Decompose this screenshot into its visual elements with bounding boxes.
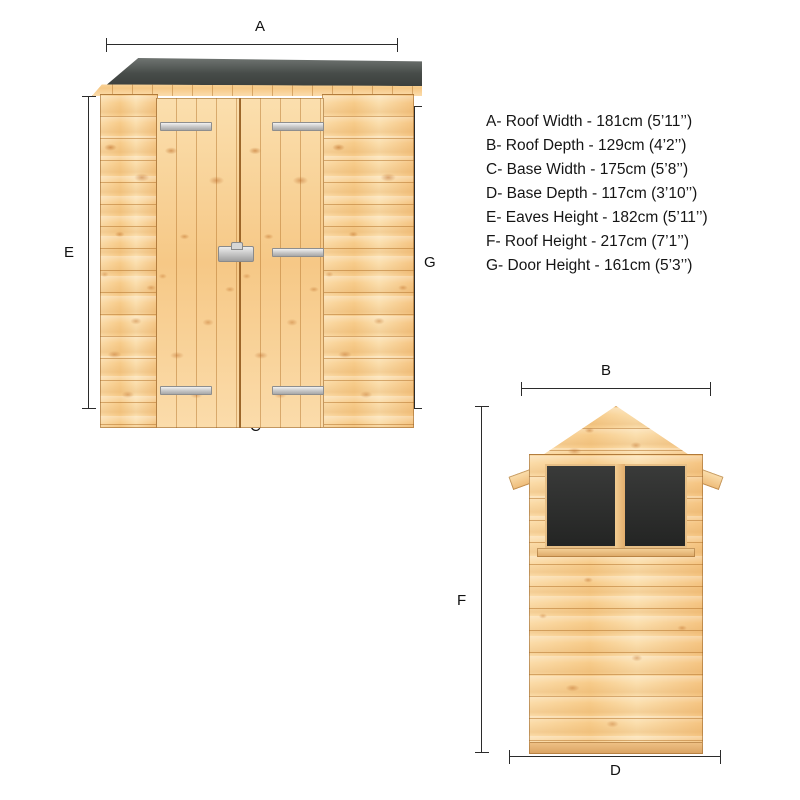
wall-panel-right (322, 94, 414, 428)
legend-item-a: A- Roof Width - 181cm (5’11’’) (486, 113, 693, 130)
legend-item-f: F- Roof Height - 217cm (7’1’’) (486, 233, 690, 250)
dimension-label-b: B (601, 362, 612, 379)
legend-item-c: C- Base Width - 175cm (5’8’’) (486, 161, 689, 178)
legend-item-d: D- Base Depth - 117cm (3’10’’) (486, 185, 698, 202)
base-plinth (529, 742, 703, 754)
door-hinge-bottom-right (272, 386, 324, 395)
double-door[interactable] (156, 98, 324, 428)
door-hinge-top-right (272, 122, 324, 131)
door-hinge-mid-right (272, 248, 324, 257)
window-mullion (615, 464, 625, 548)
dimension-label-a: A (255, 18, 266, 35)
dimensions-legend (486, 110, 786, 278)
dimension-label-e: E (64, 244, 75, 261)
door-latch[interactable] (218, 246, 254, 262)
shed-side-body (529, 454, 703, 754)
legend-item-g: G- Door Height - 161cm (5’3’’) (486, 257, 693, 274)
dimension-tick-f-top (475, 406, 489, 407)
legend-item-e: E- Eaves Height - 182cm (5’11’’) (486, 209, 708, 226)
dimension-line-b (521, 388, 711, 389)
door-leaf-left[interactable] (156, 98, 240, 428)
window-sill (537, 548, 695, 557)
roof-felt (92, 58, 422, 86)
dimension-tick-f-bottom (475, 752, 489, 753)
side-elevation-drawing (505, 392, 727, 762)
door-leaf-right[interactable] (240, 98, 324, 428)
roof-front (92, 58, 422, 98)
dimension-tick-a-right (397, 38, 398, 52)
wood-knots (322, 94, 414, 428)
front-elevation-drawing (92, 58, 422, 418)
window-opening (545, 464, 687, 548)
legend-item-b: B- Roof Depth - 129cm (4’2’’) (486, 137, 687, 154)
dimension-tick-a-left (106, 38, 107, 52)
door-center-gap (239, 98, 241, 428)
shed-front-body (100, 94, 414, 428)
dimension-line-e (88, 96, 89, 408)
dimension-line-a (106, 44, 398, 45)
dimension-label-d: D (610, 762, 621, 779)
wood-knots (100, 94, 158, 428)
wood-knots (240, 98, 324, 428)
wall-panel-left (100, 94, 158, 428)
dimension-label-g: G (424, 254, 436, 271)
wood-knots (156, 98, 240, 428)
dimension-label-f: F (457, 592, 467, 609)
door-hinge-bottom-left (160, 386, 212, 395)
dimension-line-f (481, 406, 482, 752)
door-hinge-top-left (160, 122, 212, 131)
